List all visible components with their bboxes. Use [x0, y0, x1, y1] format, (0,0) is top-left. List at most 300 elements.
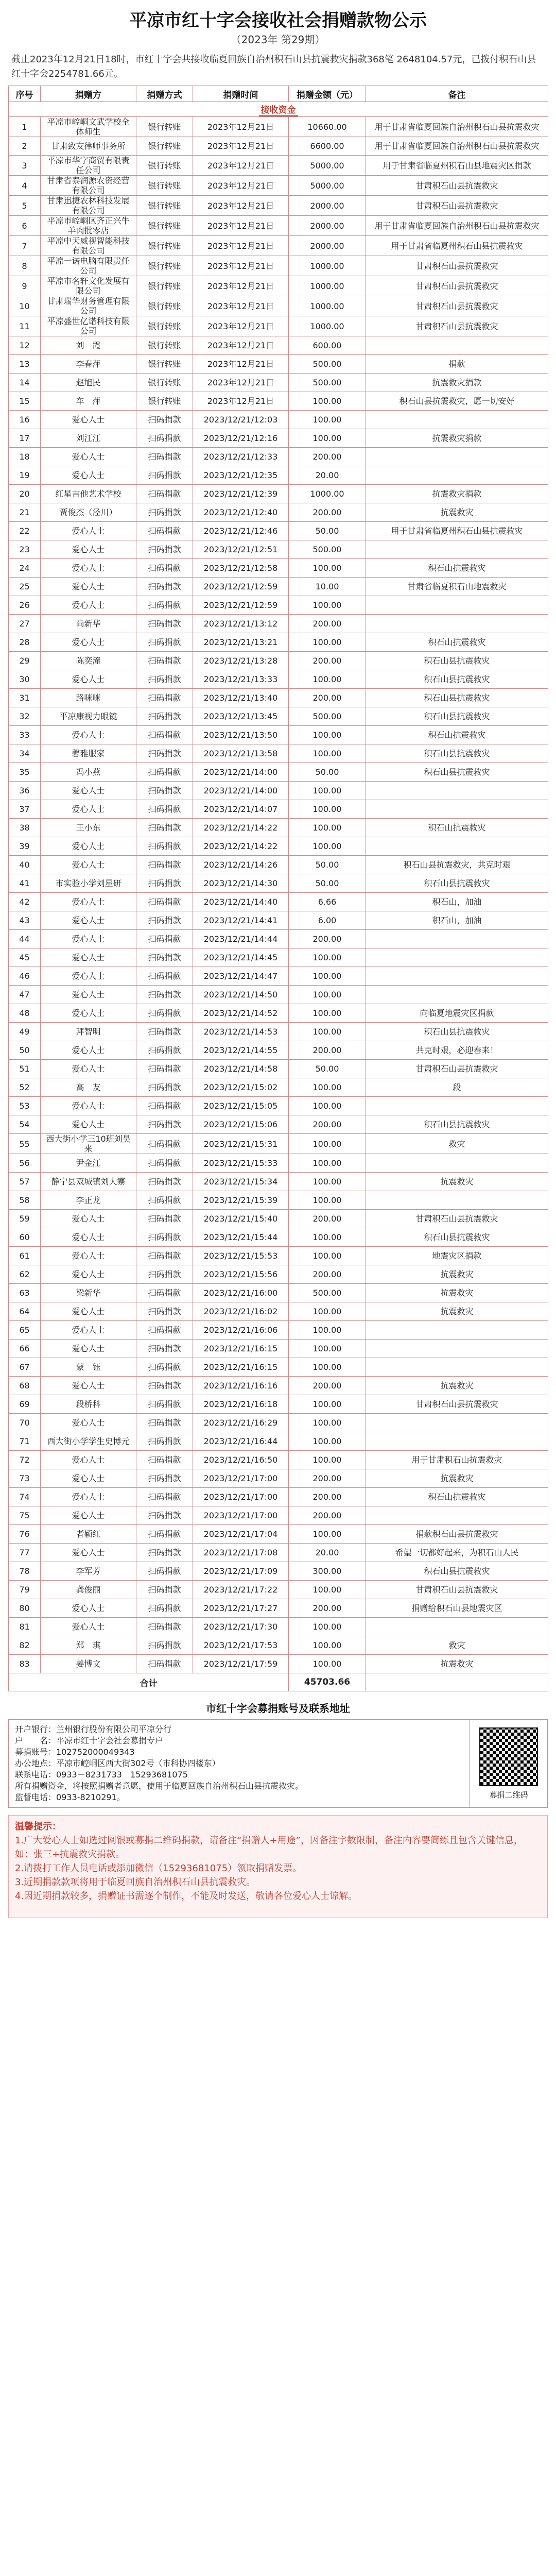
- table-row: [9, 429, 548, 448]
- cell-method: 银行转账: [136, 196, 193, 216]
- cell-time: 2023年12月21日: [193, 156, 289, 176]
- table-row: [9, 1210, 548, 1228]
- cell-note: 积石山县抗震救灾: [366, 744, 548, 763]
- cell-time: 2023/12/21/16:00: [193, 1284, 289, 1302]
- account-line: 联系电话：0933－8231733 15293681075: [15, 1770, 188, 1780]
- cell-method: 扫码捐款: [136, 1414, 193, 1432]
- cell-time: 2023年12月21日: [193, 316, 289, 336]
- cell-note: 积石山县抗震救灾: [366, 707, 548, 726]
- cell-index: 5: [9, 196, 41, 216]
- cell-amount: 100.00: [289, 633, 366, 652]
- cell-note: 积石山县抗震救灾: [366, 1562, 548, 1581]
- cell-method: 扫码捐款: [136, 466, 193, 485]
- cell-note: 甘肃积石山县抗震救灾: [366, 276, 548, 296]
- table-row: [9, 236, 548, 256]
- cell-note: 捐赠给积石山县地震灾区: [366, 1599, 548, 1618]
- cell-amount: 100.00: [289, 1432, 366, 1451]
- cell-method: 扫码捐款: [136, 1321, 193, 1340]
- table-row: [9, 874, 548, 893]
- cell-time: 2023/12/21/14:30: [193, 874, 289, 893]
- cell-time: 2023/12/21/16:16: [193, 1377, 289, 1395]
- cell-index: 48: [9, 1004, 41, 1023]
- cell-amount: 10.00: [289, 578, 366, 596]
- qr-block: [470, 1720, 547, 1807]
- table-row: [9, 176, 548, 196]
- cell-donor: 李军芳: [41, 1562, 136, 1581]
- qr-code-icon: [479, 1727, 538, 1786]
- cell-index: 39: [9, 837, 41, 856]
- cell-donor: 爱心人士: [41, 1599, 136, 1618]
- cell-index: 55: [9, 1134, 41, 1154]
- cell-index: 52: [9, 1078, 41, 1097]
- table-row: [9, 930, 548, 948]
- table-row: [9, 466, 548, 485]
- cell-index: 16: [9, 411, 41, 429]
- col-header-amount: 捐赠金额（元）: [289, 86, 366, 102]
- cell-method: 扫码捐款: [136, 986, 193, 1004]
- cell-time: 2023/12/21/16:06: [193, 1321, 289, 1340]
- table-row: [9, 578, 548, 596]
- cell-donor: 陈奕潼: [41, 652, 136, 670]
- cell-method: 扫码捐款: [136, 1395, 193, 1414]
- cell-note: 向临夏地震灾区捐款: [366, 1004, 548, 1023]
- cell-index: 63: [9, 1284, 41, 1302]
- col-header-method: 捐赠方式: [136, 86, 193, 102]
- cell-note: 积石山县抗震救灾，愿一切安好: [366, 392, 548, 411]
- cell-method: 扫码捐款: [136, 615, 193, 633]
- cell-index: 33: [9, 726, 41, 744]
- cell-method: 银行转账: [136, 156, 193, 176]
- cell-time: 2023/12/21/14:22: [193, 819, 289, 837]
- table-row: [9, 1655, 548, 1673]
- cell-index: 13: [9, 355, 41, 374]
- account-line: 办公地点：平凉市崆峒区西大街302号（市科协四楼东）: [15, 1758, 220, 1768]
- cell-method: 扫码捐款: [136, 689, 193, 707]
- cell-method: 扫码捐款: [136, 1247, 193, 1265]
- table-row: [9, 800, 548, 819]
- cell-note: 甘肃积石山县抗震救灾: [366, 1581, 548, 1599]
- cell-donor: 爱心人士: [41, 1097, 136, 1115]
- cell-amount: 50.00: [289, 522, 366, 540]
- cell-time: 2023/12/21/14:22: [193, 837, 289, 856]
- cell-method: 扫码捐款: [136, 633, 193, 652]
- cell-method: 扫码捐款: [136, 1097, 193, 1115]
- cell-amount: 100.00: [289, 1173, 366, 1191]
- cell-donor: 爱心人士: [41, 448, 136, 466]
- cell-note: [366, 1506, 548, 1525]
- cell-donor: 甘肃瑞华财务管理有限公司: [41, 296, 136, 316]
- cell-donor: 西大街小学三10班刘昊来: [41, 1134, 136, 1154]
- table-row: [9, 819, 548, 837]
- cell-index: 61: [9, 1247, 41, 1265]
- cell-index: 77: [9, 1544, 41, 1562]
- cell-amount: 100.00: [289, 1004, 366, 1023]
- cell-amount: 100.00: [289, 1358, 366, 1377]
- cell-donor: 爱心人士: [41, 1004, 136, 1023]
- cell-note: [366, 336, 548, 355]
- cell-note: 积石山抗震救灾: [366, 1488, 548, 1506]
- cell-note: [366, 800, 548, 819]
- cell-index: 60: [9, 1228, 41, 1247]
- cell-note: [366, 1358, 548, 1377]
- cell-index: 40: [9, 856, 41, 874]
- cell-note: [366, 615, 548, 633]
- cell-method: 扫码捐款: [136, 707, 193, 726]
- cell-amount: 100.00: [289, 1134, 366, 1154]
- cell-donor: 爱心人士: [41, 1302, 136, 1321]
- cell-amount: 50.00: [289, 856, 366, 874]
- account-line: 监督电话：0933-8210291。: [15, 1792, 125, 1802]
- cell-index: 20: [9, 485, 41, 503]
- cell-donor: 爱心人士: [41, 930, 136, 948]
- cell-donor: 爱心人士: [41, 670, 136, 689]
- cell-donor: 爱心人士: [41, 948, 136, 967]
- cell-index: 28: [9, 633, 41, 652]
- account-section-title: 市红十字会募捐账号及联系地址: [206, 1702, 350, 1715]
- cell-method: 扫码捐款: [136, 1210, 193, 1228]
- cell-note: 救灾: [366, 1134, 548, 1154]
- cell-amount: 500.00: [289, 1284, 366, 1302]
- cell-note: 抗震救灾捐款: [366, 429, 548, 448]
- cell-method: 扫码捐款: [136, 1469, 193, 1488]
- tip-line: 4.因近期捐款较多，捐赠证书需逐个制作，不能及时发送，敬请各位爱心人士谅解。: [15, 1891, 358, 1902]
- cell-time: 2023/12/21/17:09: [193, 1562, 289, 1581]
- table-row: [9, 1284, 548, 1302]
- cell-method: 扫码捐款: [136, 429, 193, 448]
- cell-donor: 爱心人士: [41, 1060, 136, 1078]
- cell-amount: 300.00: [289, 1562, 366, 1581]
- cell-index: 72: [9, 1451, 41, 1469]
- cell-donor: 蒙 钰: [41, 1358, 136, 1377]
- cell-note: 用于甘肃省临夏州积石山县抗震救灾: [366, 236, 548, 256]
- cell-donor: 甘肃致友律师事务所: [41, 137, 136, 156]
- cell-time: 2023年12月21日: [193, 117, 289, 137]
- cell-method: 扫码捐款: [136, 1115, 193, 1134]
- cell-note: [366, 986, 548, 1004]
- cell-time: 2023/12/21/13:45: [193, 707, 289, 726]
- cell-method: 银行转账: [136, 374, 193, 392]
- cell-donor: 爱心人士: [41, 559, 136, 578]
- table-row: [9, 596, 548, 615]
- cell-amount: 200.00: [289, 1506, 366, 1525]
- cell-time: 2023/12/21/12:35: [193, 466, 289, 485]
- cell-time: 2023/12/21/12:16: [193, 429, 289, 448]
- cell-note: 用于甘肃省临夏回族自治州积石山县抗震救灾: [366, 216, 548, 236]
- section-label: 接收资金: [259, 103, 298, 116]
- cell-index: 41: [9, 874, 41, 893]
- cell-note: 段: [366, 1078, 548, 1097]
- cell-note: [366, 466, 548, 485]
- cell-method: 扫码捐款: [136, 1377, 193, 1395]
- cell-method: 扫码捐款: [136, 1060, 193, 1078]
- cell-note: 抗震救灾: [366, 1173, 548, 1191]
- table-row: [9, 615, 548, 633]
- table-row: [9, 1154, 548, 1173]
- cell-amount: 50.00: [289, 763, 366, 782]
- cell-time: 2023/12/21/13:21: [193, 633, 289, 652]
- cell-amount: 100.00: [289, 559, 366, 578]
- table-row: [9, 336, 548, 355]
- cell-index: 47: [9, 986, 41, 1004]
- cell-note: [366, 411, 548, 429]
- cell-donor: 郑 琪: [41, 1636, 136, 1655]
- cell-index: 37: [9, 800, 41, 819]
- cell-amount: 200.00: [289, 689, 366, 707]
- cell-time: 2023/12/21/14:44: [193, 930, 289, 948]
- cell-note: [366, 967, 548, 986]
- cell-note: 抗震救灾: [366, 1302, 548, 1321]
- cell-amount: 100.00: [289, 1414, 366, 1432]
- cell-donor: 爱心人士: [41, 1247, 136, 1265]
- cell-note: [366, 596, 548, 615]
- cell-note: 甘肃积石山县抗震救灾: [366, 296, 548, 316]
- cell-donor: 爱心人士: [41, 986, 136, 1004]
- cell-donor: 平凉一诺电脑有限责任公司: [41, 256, 136, 276]
- cell-method: 扫码捐款: [136, 522, 193, 540]
- intro-paragraph: 截止2023年12月21日18时，市红十字会共接收临夏回族自治州积石山县抗震救灾捐款368笔 2648104.57元，已拨付积石山县红十字会2254781.66元。: [11, 54, 536, 79]
- cell-time: 2023/12/21/14:40: [193, 893, 289, 911]
- cell-time: 2023年12月21日: [193, 296, 289, 316]
- cell-time: 2023/12/21/17:00: [193, 1506, 289, 1525]
- cell-index: 59: [9, 1210, 41, 1228]
- cell-donor: 平凉市华字商贸有限责任公司: [41, 156, 136, 176]
- cell-donor: 爱心人士: [41, 837, 136, 856]
- table-row: [9, 1488, 548, 1506]
- table-row: [9, 522, 548, 540]
- cell-donor: 刘 霞: [41, 336, 136, 355]
- cell-index: 57: [9, 1173, 41, 1191]
- cell-method: 银行转账: [136, 336, 193, 355]
- cell-donor: 爱心人士: [41, 411, 136, 429]
- cell-note: 积石山抗震救灾: [366, 559, 548, 578]
- cell-time: 2023/12/21/14:41: [193, 911, 289, 930]
- cell-index: 46: [9, 967, 41, 986]
- cell-donor: 爱心人士: [41, 893, 136, 911]
- cell-donor: 爱心人士: [41, 1115, 136, 1134]
- cell-note: 甘肃积石山县抗震救灾: [366, 316, 548, 336]
- cell-index: 8: [9, 256, 41, 276]
- table-row: [9, 744, 548, 763]
- cell-amount: 500.00: [289, 540, 366, 559]
- table-row: [9, 986, 548, 1004]
- cell-note: 积石山抗震救灾: [366, 633, 548, 652]
- cell-note: 用于甘肃省临夏回族自治州积石山县抗震救灾: [366, 117, 548, 137]
- cell-time: 2023/12/21/14:50: [193, 986, 289, 1004]
- cell-time: 2023/12/21/17:04: [193, 1525, 289, 1544]
- cell-index: 49: [9, 1023, 41, 1041]
- cell-amount: 2000.00: [289, 196, 366, 216]
- cell-time: 2023/12/21/15:02: [193, 1078, 289, 1097]
- cell-amount: 5000.00: [289, 156, 366, 176]
- cell-method: 扫码捐款: [136, 1134, 193, 1154]
- cell-amount: 100.00: [289, 1228, 366, 1247]
- cell-amount: 100.00: [289, 948, 366, 967]
- cell-time: 2023/12/21/12:58: [193, 559, 289, 578]
- cell-index: 58: [9, 1191, 41, 1210]
- cell-amount: 100.00: [289, 1097, 366, 1115]
- table-row: [9, 1265, 548, 1284]
- cell-note: 抗震救灾: [366, 1377, 548, 1395]
- table-row: [9, 763, 548, 782]
- cell-amount: 200.00: [289, 1210, 366, 1228]
- cell-amount: 100.00: [289, 819, 366, 837]
- table-row: [9, 948, 548, 967]
- col-header-time: 捐赠时间: [193, 86, 289, 102]
- cell-index: 17: [9, 429, 41, 448]
- cell-index: 80: [9, 1599, 41, 1618]
- table-row: [9, 689, 548, 707]
- cell-method: 扫码捐款: [136, 1562, 193, 1581]
- table-row: [9, 196, 548, 216]
- cell-method: 扫码捐款: [136, 1265, 193, 1284]
- cell-donor: 平凉市崆峒区齐正兴牛羊肉批零店: [41, 216, 136, 236]
- cell-time: 2023/12/21/17:22: [193, 1581, 289, 1599]
- cell-note: [366, 948, 548, 967]
- cell-time: 2023年12月21日: [193, 336, 289, 355]
- cell-method: 扫码捐款: [136, 800, 193, 819]
- cell-donor: 爱心人士: [41, 633, 136, 652]
- cell-donor: 爱心人士: [41, 1377, 136, 1395]
- cell-donor: 路咪咪: [41, 689, 136, 707]
- cell-amount: 50.00: [289, 1060, 366, 1078]
- cell-note: 共克时艰，必迎春来！: [366, 1041, 548, 1060]
- cell-amount: 100.00: [289, 1525, 366, 1544]
- cell-donor: 爱心人士: [41, 1414, 136, 1432]
- cell-note: 希望一切都好起来，为积石山人民: [366, 1544, 548, 1562]
- cell-index: 1: [9, 117, 41, 137]
- cell-method: 扫码捐款: [136, 1302, 193, 1321]
- account-line: 募捐账号：102752000049343: [15, 1747, 135, 1757]
- cell-time: 2023/12/21/16:50: [193, 1451, 289, 1469]
- table-row: [9, 1377, 548, 1395]
- cell-method: 扫码捐款: [136, 411, 193, 429]
- table-row: [9, 1078, 548, 1097]
- cell-donor: 爱心人士: [41, 1210, 136, 1228]
- cell-time: 2023年12月21日: [193, 176, 289, 196]
- cell-method: 扫码捐款: [136, 1636, 193, 1655]
- table-row: [9, 1562, 548, 1581]
- cell-index: 65: [9, 1321, 41, 1340]
- table-row: [9, 540, 548, 559]
- cell-amount: 100.00: [289, 800, 366, 819]
- cell-method: 扫码捐款: [136, 652, 193, 670]
- cell-method: 银行转账: [136, 176, 193, 196]
- cell-note: 积石山抗震救灾: [366, 819, 548, 837]
- cell-donor: 爱心人士: [41, 1544, 136, 1562]
- table-row: [9, 652, 548, 670]
- cell-amount: 200.00: [289, 930, 366, 948]
- table-row: [9, 1321, 548, 1340]
- cell-note: 用于甘肃积石山抗震救灾: [366, 1451, 548, 1469]
- cell-amount: 100.00: [289, 1321, 366, 1340]
- cell-amount: 100.00: [289, 1655, 366, 1673]
- cell-amount: 200.00: [289, 652, 366, 670]
- cell-amount: 500.00: [289, 374, 366, 392]
- cell-donor: 尹金江: [41, 1154, 136, 1173]
- table-row: [9, 1581, 548, 1599]
- cell-note: 积石山县抗震救灾: [366, 1023, 548, 1041]
- cell-amount: 50.00: [289, 874, 366, 893]
- cell-time: 2023/12/21/17:30: [193, 1618, 289, 1636]
- cell-donor: 甘肃迅捷农林科技发展有限公司: [41, 196, 136, 216]
- issue-subtitle: （2023年 第29期）: [231, 33, 325, 46]
- cell-amount: 100.00: [289, 726, 366, 744]
- cell-method: 扫码捐款: [136, 1154, 193, 1173]
- cell-index: 69: [9, 1395, 41, 1414]
- cell-time: 2023/12/21/14:00: [193, 782, 289, 800]
- cell-method: 扫码捐款: [136, 1041, 193, 1060]
- table-row: [9, 276, 548, 296]
- cell-method: 扫码捐款: [136, 782, 193, 800]
- cell-donor: 王小东: [41, 819, 136, 837]
- cell-donor: 梁新华: [41, 1284, 136, 1302]
- cell-index: 68: [9, 1377, 41, 1395]
- cell-donor: 爱心人士: [41, 1228, 136, 1247]
- cell-note: 抗震救灾捐款: [366, 485, 548, 503]
- tips-title: 温馨提示：: [15, 1821, 61, 1832]
- table-row: [9, 374, 548, 392]
- cell-index: 81: [9, 1618, 41, 1636]
- cell-donor: 刘江江: [41, 429, 136, 448]
- cell-method: 扫码捐款: [136, 559, 193, 578]
- table-row: [9, 1115, 548, 1134]
- cell-donor: 冯小燕: [41, 763, 136, 782]
- cell-index: 4: [9, 176, 41, 196]
- table-row: [9, 316, 548, 336]
- cell-donor: 爱心人士: [41, 1340, 136, 1358]
- cell-time: 2023年12月21日: [193, 196, 289, 216]
- cell-note: 用于甘肃省临夏州积石山县地震灾区捐款: [366, 156, 548, 176]
- cell-donor: 爱心人士: [41, 1451, 136, 1469]
- tip-line: 3.近期捐款款项将用于临夏回族自治州积石山县抗震救灾。: [15, 1877, 256, 1888]
- cell-amount: 200.00: [289, 503, 366, 522]
- table-row: [9, 296, 548, 316]
- cell-donor: 爱心人士: [41, 911, 136, 930]
- table-row: [9, 1191, 548, 1210]
- cell-time: 2023/12/21/12:59: [193, 596, 289, 615]
- cell-method: 扫码捐款: [136, 1451, 193, 1469]
- cell-index: 6: [9, 216, 41, 236]
- cell-amount: 100.00: [289, 670, 366, 689]
- cell-donor: 爱心人士: [41, 466, 136, 485]
- cell-donor: 红星吉他艺术学校: [41, 485, 136, 503]
- cell-method: 扫码捐款: [136, 1581, 193, 1599]
- cell-donor: 爱心人士: [41, 782, 136, 800]
- cell-time: 2023/12/21/13:33: [193, 670, 289, 689]
- table-row: [9, 355, 548, 374]
- table-row: [9, 1173, 548, 1191]
- cell-index: 3: [9, 156, 41, 176]
- cell-donor: 拜智明: [41, 1023, 136, 1041]
- cell-index: 11: [9, 316, 41, 336]
- cell-donor: 爱心人士: [41, 1469, 136, 1488]
- table-row: [9, 856, 548, 874]
- table-row: [9, 1618, 548, 1636]
- table-header-row: [9, 86, 548, 102]
- cell-index: 38: [9, 819, 41, 837]
- cell-time: 2023/12/21/15:44: [193, 1228, 289, 1247]
- col-header-index: 序号: [9, 86, 41, 102]
- cell-amount: 100.00: [289, 411, 366, 429]
- tip-line: 1.广大爱心人士如选过网银或募捐二维码捐款，请备注“捐赠人+用途”，因备注字数限制，备注内容要简练且包含关键信息，如：张三+抗震救灾捐款。: [15, 1835, 523, 1860]
- table-row: [9, 485, 548, 503]
- cell-donor: 爱心人士: [41, 1488, 136, 1506]
- cell-donor: 李春萍: [41, 355, 136, 374]
- qr-label: 募捐二维码: [489, 1790, 528, 1800]
- cell-time: 2023/12/21/14:58: [193, 1060, 289, 1078]
- cell-time: 2023年12月21日: [193, 236, 289, 256]
- cell-note: [366, 1154, 548, 1173]
